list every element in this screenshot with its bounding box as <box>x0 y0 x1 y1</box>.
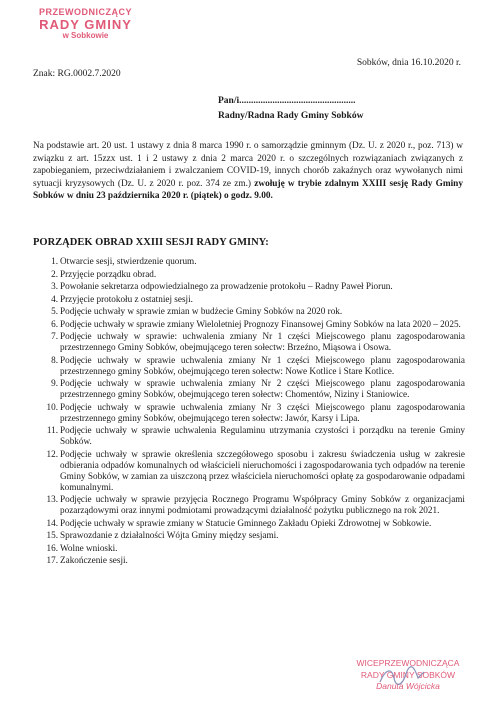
agenda-item <box>30 281 465 292</box>
agenda-item <box>30 555 465 566</box>
agenda-item <box>30 449 465 493</box>
agenda-item-text: Podjęcie uchwały w sprawie uchwalenia zmiany Nr 2 części Miejscowego planu zagospodarowania przestrzennego gminy Sobków, obejmującego teren sołectw: Chomentów, Niziny i Staniowice. <box>60 378 465 399</box>
agenda-item-text: Podjęcie uchwały w sprawie uchwalenia zmiany Nr 1 części Miejscowego planu zagospodarowania przestrzennego gminy Sobków, obejmującego teren sołectw: Nowe Kotlice i Stare Kotlice. <box>60 354 465 376</box>
agenda-item-number: 10. <box>46 401 58 412</box>
agenda-item <box>30 402 465 424</box>
agenda-item <box>30 319 465 330</box>
agenda-item-text: Powołanie sekretarza odpowiedzialnego za prowadzenie protokołu – Radny Paweł Piorun. <box>60 281 393 291</box>
agenda-item-text: Podjęcie uchwały w sprawie zmian w budżecie Gminy Sobków na 2020 rok. <box>60 306 343 316</box>
agenda-item-text: Sprawozdanie z działalności Wójta Gminy między sesjami. <box>60 530 279 540</box>
agenda-item-number: 4. <box>51 293 58 304</box>
agenda-item-number: 11. <box>46 425 58 435</box>
agenda-item <box>30 306 465 317</box>
agenda-item-text: Przyjęcie porządku obrad. <box>60 268 157 279</box>
agenda-item-number: 13. <box>46 494 58 504</box>
agenda-item-text: Podjęcie uchwały w sprawie przyjęcia Rocznego Programu Współpracy Gminy Sobków z organizacjami pozarządowymi oraz innymi podmiotami prowadzącymi działalność pożytku publicznego na rok 2021. <box>60 494 465 515</box>
agenda-item-number: 15. <box>46 530 58 540</box>
agenda-item-text: Podjęcie uchwały w sprawie uchwalenia zmiany Nr 3 części Miejscowego planu zagospodarowania przestrzennego gminy Sobków, obejmującego teren sołectw: Jawór, Karsy i Lipa. <box>60 401 465 423</box>
convocation-statement: zwołuję w trybie zdalnym XXIII sesję Rady Gminy Sobków w dniu 23 października 2020 r. (piątek) o godz. 9.00. <box>33 178 464 201</box>
signature-scribble <box>378 664 428 690</box>
agenda-item-text: Podjęcie uchwały w sprawie: uchwalenia zmiany Nr 1 części Miejscowego planu zagospodarowania przestrzennego Gminy Sobków, obejmującego teren sołectw: Brzeźno, Miąsowa i Osowa. <box>60 331 465 352</box>
agenda-item <box>30 294 465 305</box>
agenda-item <box>30 425 465 447</box>
council-chairman-stamp <box>18 8 153 40</box>
agenda-item-text: Podjęcie uchwały w sprawie uchwalenia Regulaminu utrzymania czystości i porządku na terenie Gminy Sobków. <box>60 425 465 446</box>
stamp-bottom-line-1: WICEPRZEWODNICZĄCA <box>356 658 460 668</box>
agenda-item <box>30 331 465 353</box>
agenda-item <box>30 543 465 554</box>
agenda-item <box>30 269 465 280</box>
legal-basis-text: Na podstawie art. 20 ust. 1 ustawy z dnia 8 marca 1990 r. o samorządzie gminnym (Dz. U. z 2020 r., poz. 713) w związku z art. 15zzx ust. 1 i 2 ustawy z dnia 2 marca 2020 r. o szczególnych rozwiązaniach związanych z zapobieganiem, przeciwdziałaniem i zwalczaniem COVID-19, innych chorób zakaźnych oraz wywołanych nimi sytuacji kryzysowych (Dz. U. z 2020 r. poz. 374 ze zm.) <box>33 141 463 189</box>
agenda-item-number: 5. <box>51 306 58 316</box>
agenda-item-number: 9. <box>51 378 58 388</box>
place-and-date: Sobków, dnia 16.10.2020 r. <box>356 58 461 68</box>
agenda-item <box>30 530 465 541</box>
agenda-item-number: 6. <box>51 318 58 329</box>
agenda-item-text: Przyjęcie protokołu z ostatniej sesji. <box>60 293 193 304</box>
agenda-item-number: 3. <box>51 281 58 291</box>
agenda-item-text: Zakończenie sesji. <box>60 555 128 565</box>
agenda-item-number: 12. <box>46 448 58 459</box>
agenda-item-text: Wolne wnioski. <box>60 542 118 553</box>
reference-number: Znak: RG.0002.7.2020 <box>33 69 121 79</box>
agenda-item <box>30 494 465 516</box>
agenda-heading: PORZĄDEK OBRAD XXIII SESJI RADY GMINY: <box>33 237 269 248</box>
agenda-item <box>30 378 465 400</box>
agenda-item-text: Otwarcie sesji, stwierdzenie quorum. <box>60 256 197 266</box>
agenda-item-text: Podjęcie uchwały w sprawie zmiany Wieloletniej Prognozy Finansowej Gminy Sobków na lata 2020 – 2025. <box>60 318 461 329</box>
agenda-list <box>30 256 465 568</box>
agenda-item <box>30 355 465 377</box>
agenda-item <box>30 518 465 529</box>
agenda-item-number: 8. <box>51 354 58 365</box>
legal-basis-paragraph <box>33 140 463 203</box>
agenda-item-number: 17. <box>46 555 58 565</box>
agenda-item-number: 7. <box>51 331 58 341</box>
stamp-line-3: w Sobkowie <box>62 31 109 40</box>
addressee-block <box>218 94 363 124</box>
stamp-line-2: RADY GMINY <box>39 17 132 32</box>
agenda-item-number: 2. <box>51 268 58 279</box>
agenda-item-text: Podjęcie uchwały w sprawie zmiany w Statucie Gminnego Zakładu Opieki Zdrowotnej w Sobkowie. <box>60 517 432 528</box>
addressee-title: Radny/Radna Rady Gminy Sobków <box>218 111 364 121</box>
stamp-bottom-line-2: RADY GMINY SOBKÓW <box>360 669 456 680</box>
agenda-item-number: 14. <box>46 517 58 528</box>
stamp-bottom-line-3: Danuta Wójcicka <box>376 681 440 691</box>
stamp-line-1: PRZEWODNICZĄCY <box>39 7 132 17</box>
agenda-item-text: Podjęcie uchwały w sprawie określenia szczegółowego sposobu i zakresu świadczenia usług w zakresie odbierania odpadów komunalnych od właścicieli nieruchomości i zagospodarowania tych odpadów na terenie Gminy Sobków, w zamian za uiszczoną przez właściciela nieruchomości opłatę za gospodarowanie odpadami komunalnymi. <box>60 448 465 492</box>
agenda-item <box>30 256 465 267</box>
agenda-item-number: 16. <box>46 542 58 553</box>
addressee-name-line: Pan/i................................................. <box>218 96 356 106</box>
agenda-item-number: 1. <box>51 256 58 266</box>
